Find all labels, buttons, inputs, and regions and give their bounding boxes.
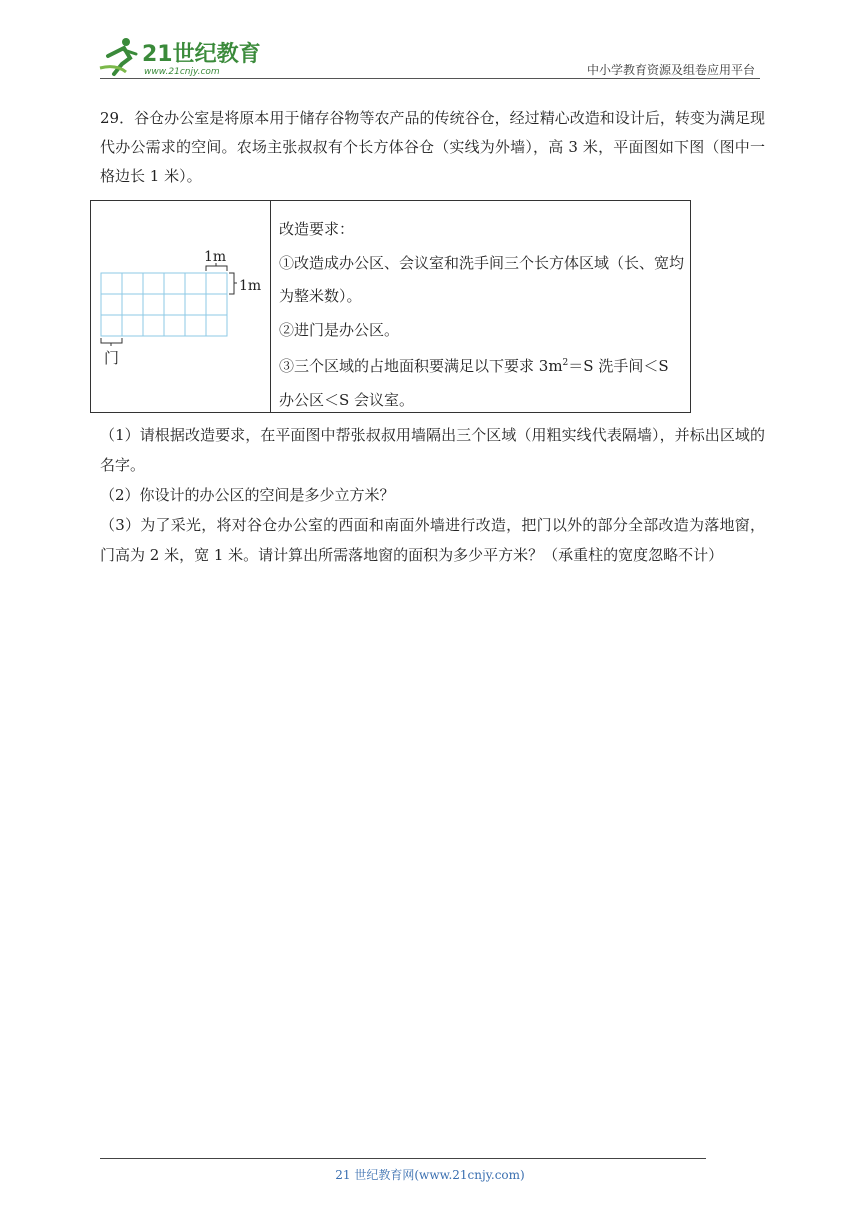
requirement-1: ①改造成办公区、会议室和洗手间三个长方体区域（长、宽均为整米数）。	[279, 253, 685, 305]
requirement-3: ③三个区域的占地面积要满足以下要求 $3m^2=S$ 洗手间＜S 办公区＜S 会议室。	[279, 357, 669, 409]
requirements	[279, 213, 684, 417]
door-brace	[101, 338, 122, 346]
header-divider	[100, 78, 760, 79]
logo-text: 21世纪教育	[142, 42, 261, 67]
width-label: 1m	[204, 249, 227, 265]
platform-title: 中小学教育资源及组卷应用平台	[586, 63, 755, 77]
question-intro	[100, 104, 765, 191]
site-logo	[96, 34, 266, 78]
intro-text: 29．谷仓办公室是将原本用于储存谷物等农产品的传统谷仓，经过精心改造和设计后，转变为满足现代办公需求的空间。农场主张叔叔有个长方体谷仓（实线为外墙），高 3 米，平面图如下图（图中一格边长 1 米）。	[100, 109, 765, 185]
requirement-2: ②进门是办公区。	[279, 320, 400, 339]
height-brace	[229, 273, 237, 294]
floor-plan	[91, 201, 271, 414]
runner-icon	[100, 38, 136, 74]
sub-questions	[100, 420, 765, 570]
sub-question-2: （2）你设计的办公区的空间是多少立方米？	[100, 486, 395, 504]
door-label: 门	[104, 349, 120, 367]
sub-question-1: （1）请根据改造要求，在平面图中帮张叔叔用墙隔出三个区域（用粗实线代表隔墙），并标出区域的名字。	[100, 426, 765, 474]
footer-divider	[100, 1158, 706, 1159]
footer-link[interactable]: 21 世纪教育网(www.21cnjy.com)	[335, 1168, 525, 1182]
height-label: 1m	[239, 278, 262, 294]
logo-url: www.21cnjy.com	[144, 67, 220, 77]
grid	[101, 273, 227, 336]
figure-table	[90, 200, 691, 413]
floor-plan-cell	[91, 201, 271, 412]
requirements-title: 改造要求：	[279, 220, 355, 238]
sub-question-3: （3）为了采光，将对谷仓办公室的西面和南面外墙进行改造，把门以外的部分全部改造为落地窗，门高为 2 米，宽 1 米。请计算出所需落地窗的面积为多少平方米？（承重柱的宽度忽略不计）	[100, 516, 765, 564]
